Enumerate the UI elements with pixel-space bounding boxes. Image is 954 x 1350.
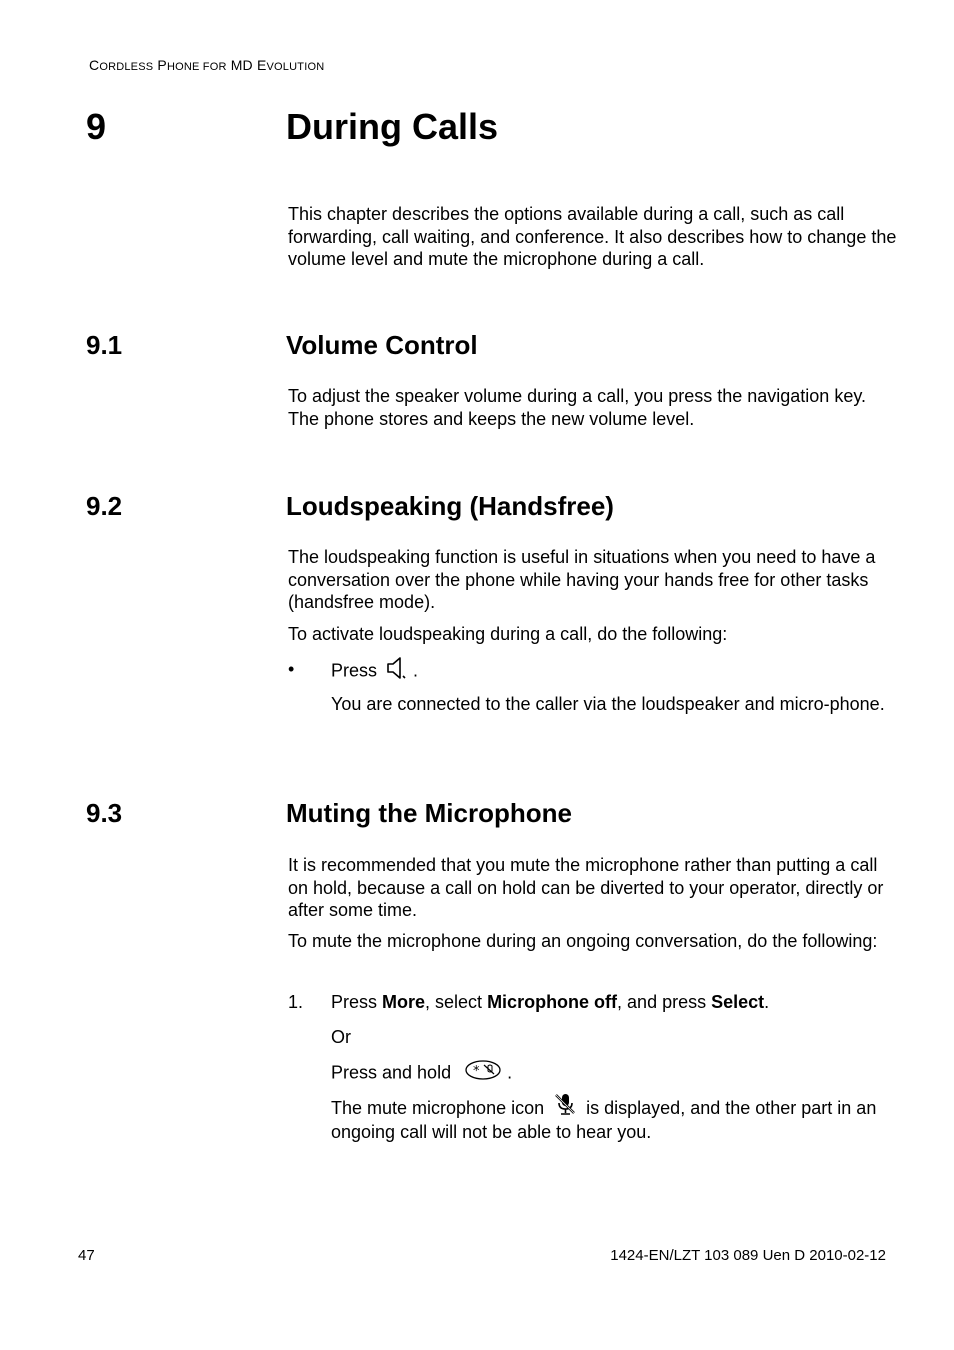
section-number-9-2: 9.2	[86, 491, 123, 521]
star-mute-key-icon	[464, 1059, 502, 1088]
chapter-intro: This chapter describes the options available during a call, such as call forwarding, call waiting, and conference. It also describes how to change the volume level and mute the microphone during a call.	[288, 204, 897, 269]
loudspeaker-key-icon	[386, 656, 406, 687]
loudspeaker-step: Press .	[331, 656, 896, 687]
press-hold-step: Press and hold * .	[331, 1059, 896, 1088]
volume-control-body: To adjust the speaker volume during a call, you press the navigation key. The phone stores and keeps the new volume level.	[288, 386, 866, 429]
chapter-title: During Calls	[286, 106, 499, 147]
section-number-9-1: 9.1	[86, 330, 123, 360]
loudspeaking-result: You are connected to the caller via the loudspeaker and micro-phone.	[331, 694, 885, 714]
section-title-volume-control: Volume Control	[286, 330, 478, 360]
mute-step: Press More, select Microphone off, and press Select.	[331, 992, 770, 1012]
select-softkey-label: Select	[711, 992, 765, 1012]
loudspeaking-body-1: The loudspeaking function is useful in situations when you need to have a conversation over the phone while having your hands free for other tasks (handsfree mode).	[288, 547, 876, 612]
more-softkey-label: More	[382, 992, 426, 1012]
chapter-number: 9	[86, 106, 107, 147]
loudspeaking-body-2: To activate loudspeaking during a call, do the following:	[288, 624, 728, 644]
muting-body-1: It is recommended that you mute the microphone rather than putting a call on hold, because a call on hold can be diverted to your operator, directly or after some time.	[288, 855, 884, 920]
document-reference: 1424-EN/LZT 103 089 Uen D 2010-02-12	[610, 1247, 886, 1264]
step-number: 1.	[288, 992, 304, 1012]
mute-result: The mute microphone icon is displayed, and the other part in an ongoing call will not be able to hear you.	[331, 1097, 896, 1144]
section-title-muting: Muting the Microphone	[286, 798, 572, 828]
section-title-loudspeaking: Loudspeaking (Handsfree)	[286, 491, 614, 521]
running-head: CORDLESS PHONE FOR MD EVOLUTION	[89, 57, 325, 73]
microphone-off-option: Microphone off	[487, 992, 618, 1012]
muting-body-2: To mute the microphone during an ongoing conversation, do the following:	[288, 931, 878, 951]
page-number: 47	[78, 1247, 95, 1264]
svg-text:*: *	[473, 1064, 480, 1079]
mute-microphone-icon	[553, 1092, 577, 1122]
bullet: •	[288, 659, 295, 679]
or-text: Or	[331, 1027, 351, 1047]
section-number-9-3: 9.3	[86, 798, 123, 828]
